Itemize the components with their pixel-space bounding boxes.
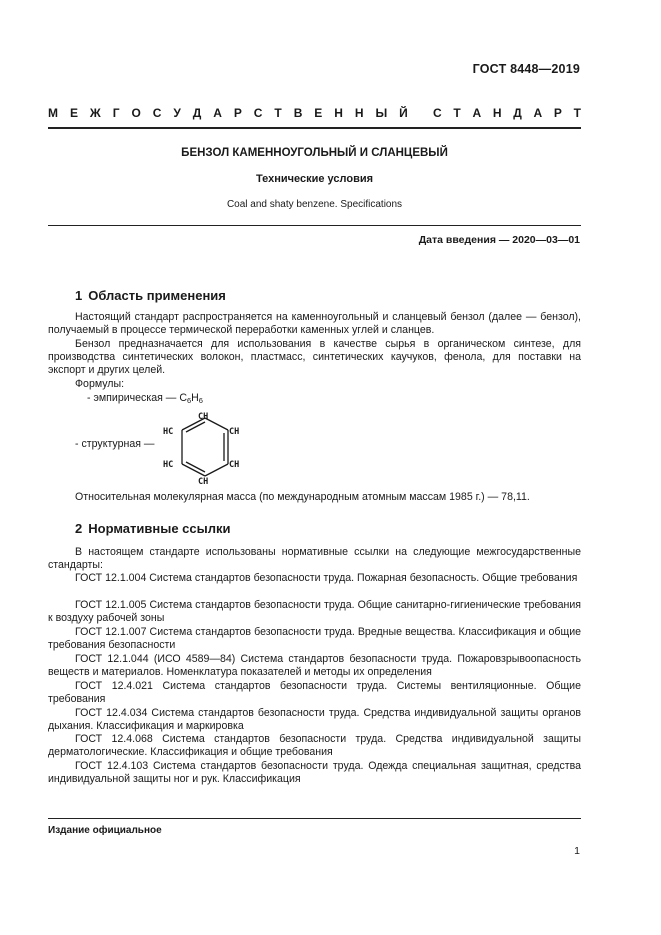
- heading-letter: Е: [314, 106, 323, 120]
- section-1-title: Область применения: [88, 288, 226, 303]
- benzene-ring-bonds: [182, 418, 228, 476]
- official-edition-label: Издание официальное: [48, 825, 162, 836]
- benzene-structural-formula: [150, 408, 260, 488]
- heading-letter: В: [293, 106, 303, 120]
- heading-letter: А: [213, 106, 222, 120]
- heading-letter: Т: [573, 106, 581, 120]
- document-subtitle: Технические условия: [255, 173, 374, 185]
- heading-letter: Ы: [375, 106, 388, 120]
- section-2-number: 2: [75, 521, 83, 536]
- empirical-formula: [87, 392, 203, 407]
- atom-lower-right: CH: [229, 460, 240, 470]
- bond-bottom-right: [205, 464, 228, 476]
- reference-item: ГОСТ 12.4.068 Система стандартов безопасности труда. Средства индивидуальной защиты дерматологические. Классификация и общие требования: [48, 733, 581, 759]
- reference-item: ГОСТ 12.1.007 Система стандартов безопасности труда. Вредные вещества. Классификация и общие требования безопасности: [48, 626, 581, 652]
- interstate-standard-heading: [48, 106, 581, 120]
- heading-letter: Е: [69, 106, 78, 120]
- heading-letter: Т: [453, 106, 461, 120]
- scope-paragraph-2: Бензол предназначается для использования в качестве сырья в органическом синтезе, для производства синтетических волокон, пластмасс, синтетических каучуков, фенола, для поставки на экспорт и других целей.: [48, 338, 581, 377]
- interstate-word-2: [433, 106, 581, 120]
- reference-item: ГОСТ 12.1.004 Система стандартов безопасности труда. Пожарная безопасность. Общие требования: [75, 572, 578, 584]
- reference-item: ГОСТ 12.4.034 Система стандартов безопасности труда. Средства индивидуальной защиты органов дыхания. Классификация и маркировка: [48, 707, 581, 733]
- atom-upper-left: HC: [163, 427, 174, 437]
- molar-mass-paragraph: Относительная молекулярная масса (по международным атомным массам 1985 г.) — 78,11.: [75, 491, 530, 503]
- atom-bottom: CH: [198, 477, 209, 487]
- heading-letter: Д: [192, 106, 202, 120]
- heading-letter: А: [472, 106, 482, 120]
- heading-letter: Ж: [89, 106, 101, 120]
- document-code: ГОСТ 8448—2019: [472, 62, 580, 76]
- heading-letter: Н: [492, 106, 502, 120]
- heading-letter: Т: [274, 106, 282, 120]
- empirical-label: - эмпирическая —: [87, 392, 180, 404]
- references-intro: В настоящем стандарте использованы нормативные ссылки на следующие межгосударственные стандарты:: [48, 546, 581, 572]
- section-1-number: 1: [75, 288, 83, 303]
- heading-letter: У: [173, 106, 181, 120]
- heading-letter: Г: [112, 106, 120, 120]
- formula-carbon-count: 6: [186, 396, 192, 405]
- atom-upper-right: CH: [229, 427, 240, 437]
- structural-label: - структурная —: [75, 438, 155, 450]
- top-rule: [48, 127, 581, 129]
- heading-letter: С: [253, 106, 263, 120]
- section-2-title: Нормативные ссылки: [88, 521, 231, 536]
- heading-letter: С: [152, 106, 162, 120]
- heading-letter: Н: [354, 106, 364, 120]
- heading-letter: А: [533, 106, 543, 120]
- footer-rule: [48, 818, 581, 819]
- heading-letter: Й: [399, 106, 408, 120]
- formulas-label: Формулы:: [75, 378, 125, 390]
- heading-letter: М: [48, 106, 58, 120]
- atom-lower-left: HC: [163, 460, 174, 470]
- english-title: Coal and shaty benzene. Specifications: [226, 199, 403, 210]
- scope-paragraph-1: Настоящий стандарт распространяется на каменноугольный и сланцевый бензол (далее — бензол), получаемый в процессе термической переработки каменных углей и сланцев.: [48, 311, 581, 337]
- formula-carbon: C: [179, 392, 187, 404]
- heading-letter: Р: [553, 106, 562, 120]
- reference-item: ГОСТ 12.4.021 Система стандартов безопасности труда. Системы вентиляционные. Общие требования: [48, 680, 581, 706]
- interstate-word-1: [48, 106, 408, 120]
- document-title: БЕНЗОЛ КАМЕННОУГОЛЬНЫЙ И СЛАНЦЕВЫЙ: [181, 147, 448, 159]
- section-2-heading: [75, 521, 230, 536]
- reference-item: ГОСТ 12.1.005 Система стандартов безопасности труда. Общие санитарно-гигиенические требования к воздуху рабочей зоны: [48, 599, 581, 625]
- heading-letter: Р: [233, 106, 242, 120]
- bond-top-right: [205, 418, 228, 430]
- formula-hydrogen: H: [191, 392, 199, 404]
- introduction-date: Дата введения — 2020—03—01: [418, 234, 580, 246]
- heading-letter: Н: [334, 106, 343, 120]
- heading-letter: С: [433, 106, 442, 120]
- heading-letter: Д: [513, 106, 522, 120]
- page-number: 1: [574, 845, 580, 857]
- reference-item: ГОСТ 12.4.103 Система стандартов безопасности труда. Одежда специальная защитная, средства индивидуальной защиты ног и рук. Классификация: [48, 760, 581, 786]
- section-1-heading: [75, 288, 226, 303]
- formula-hydrogen-count: 6: [198, 396, 203, 405]
- reference-item: ГОСТ 12.1.044 (ИСО 4589—84) Система стандартов безопасности труда. Пожаровзрывоопасность веществ и материалов. Номенклатура показателей и методы их определения: [48, 653, 581, 679]
- heading-letter: О: [131, 106, 141, 120]
- atom-top: CH: [198, 412, 209, 422]
- header-rule: [48, 225, 581, 226]
